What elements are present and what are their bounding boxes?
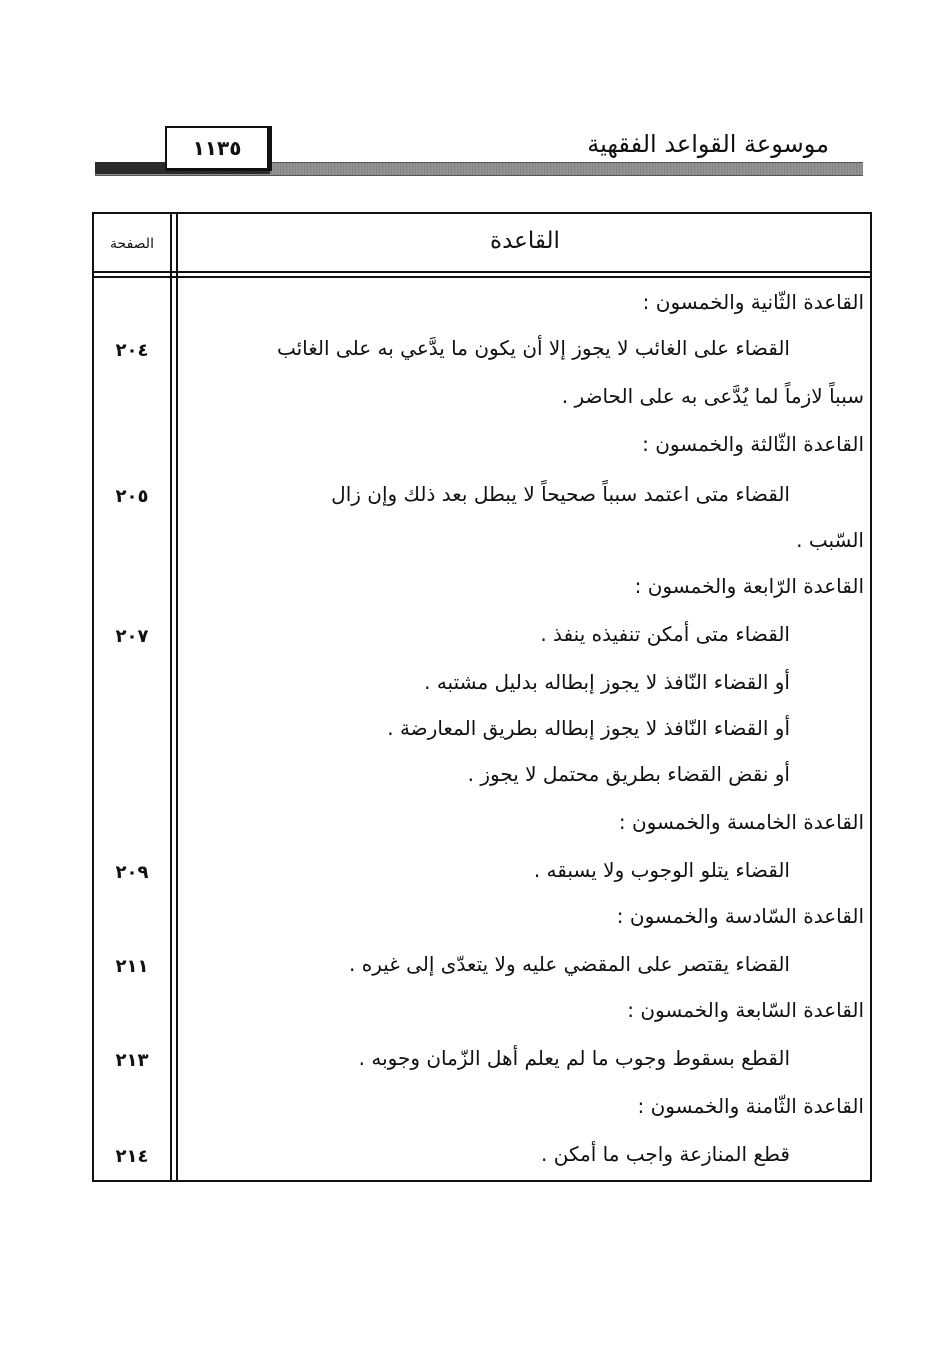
- rule-text: القطع بسقوط وجوب ما لم يعلم أهل الزّمان وجوبه .: [358, 1046, 790, 1070]
- rule-text: قطع المنازعة واجب ما أمكن .: [541, 1142, 790, 1166]
- page-header: [95, 120, 863, 180]
- rule-text: أو القضاء النّافذ لا يجوز إبطاله بدليل مشتبه .: [424, 670, 790, 694]
- rule-heading: القاعدة الثّامنة والخمسون :: [637, 1094, 864, 1118]
- rule-heading: القاعدة الثّانية والخمسون :: [642, 290, 864, 314]
- header-divider: [94, 271, 870, 273]
- page-reference: ٢٠٤: [115, 340, 149, 361]
- rule-text: القضاء على الغائب لا يجوز إلا أن يكون ما يدَّعي به على الغائب: [276, 336, 790, 360]
- page-reference: ٢١٤: [115, 1146, 149, 1167]
- rule-text: القضاء متى أمكن تنفيذه ينفذ .: [540, 622, 790, 646]
- page-reference: ٢٠٩: [115, 862, 149, 883]
- rule-heading: القاعدة الخامسة والخمسون :: [618, 810, 864, 834]
- rule-heading: القاعدة السّابعة والخمسون :: [627, 998, 864, 1022]
- rule-heading: القاعدة الرّابعة والخمسون :: [634, 574, 864, 598]
- column-divider: [170, 214, 172, 1180]
- column-divider: [176, 214, 178, 1180]
- column-header-page: الصفحة: [110, 236, 154, 252]
- page-reference: ٢١١: [115, 956, 149, 977]
- rule-text: القضاء يتلو الوجوب ولا يسبقه .: [533, 858, 790, 882]
- rule-text: سبباً لازماً لما يُدَّعى به على الحاضر .: [561, 384, 864, 408]
- rule-text: أو نقض القضاء بطريق محتمل لا يجوز .: [467, 762, 790, 786]
- page-reference: ٢٠٥: [115, 486, 149, 507]
- rule-heading: القاعدة الثّالثة والخمسون :: [642, 432, 864, 456]
- rule-text: السّبب .: [796, 528, 864, 552]
- column-header-rule: القاعدة: [490, 228, 560, 254]
- rule-heading: القاعدة السّادسة والخمسون :: [616, 904, 864, 928]
- rules-table: [92, 212, 872, 1182]
- page-number-box: [165, 126, 272, 171]
- rule-text: القضاء متى اعتمد سبباً صحيحاً لا يبطل بعد ذلك وإن زال: [331, 482, 790, 506]
- header-divider: [94, 276, 870, 278]
- page-number: ١١٣٥: [192, 136, 242, 160]
- rule-text: القضاء يقتصر على المقضي عليه ولا يتعدّى إلى غيره .: [349, 952, 790, 976]
- rule-text: أو القضاء النّافذ لا يجوز إبطاله بطريق المعارضة .: [387, 716, 790, 740]
- book-title: موسوعة القواعد الفقهية: [587, 130, 829, 158]
- page-reference: ٢٠٧: [115, 626, 149, 647]
- page-reference: ٢١٣: [115, 1050, 149, 1071]
